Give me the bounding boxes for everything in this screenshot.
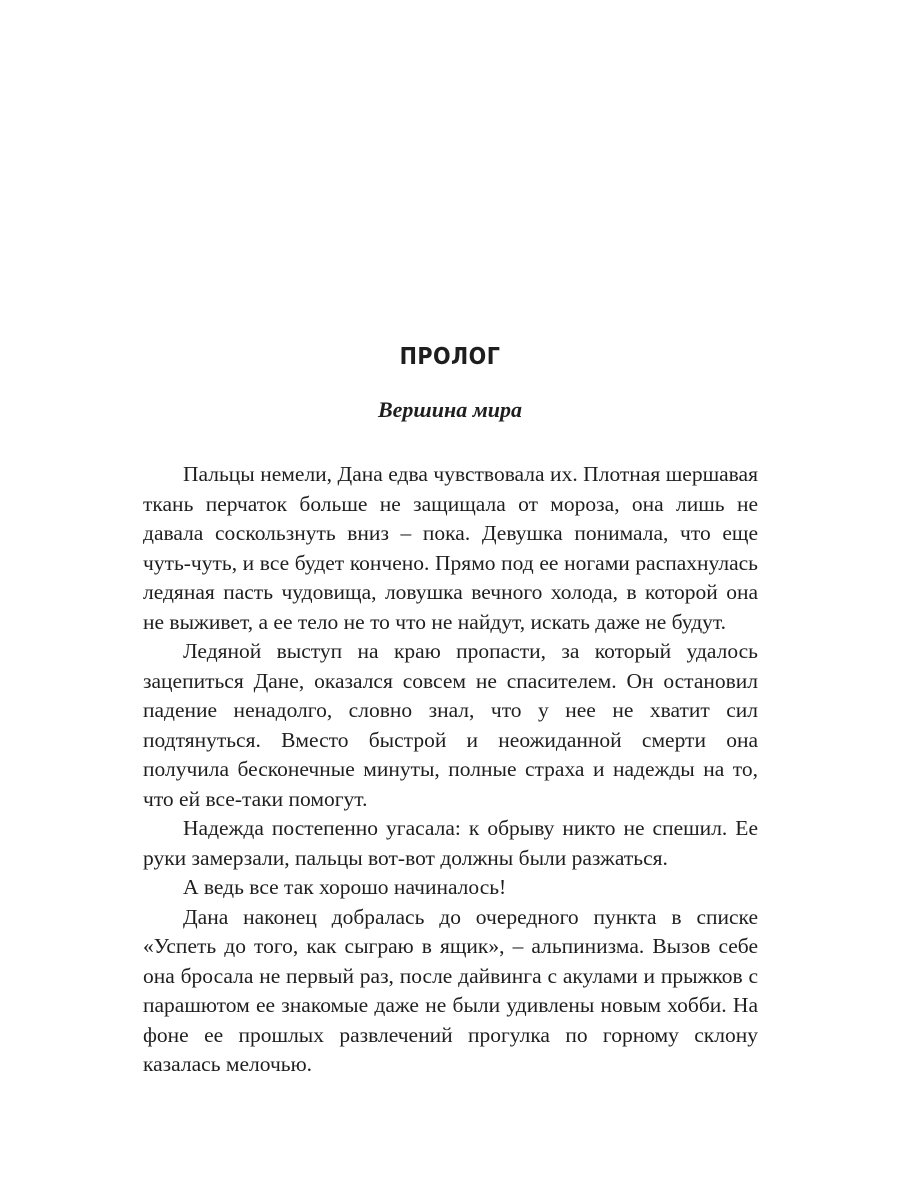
paragraph: Пальцы немели, Дана едва чувствовала их. Плотная шершавая ткань перчаток больше не защищала от мороза, она лишь не давала соскользнуть вниз – пока. Девушка понимала, что еще чуть-чуть, и все будет кончено. Прямо под ее ногами распахнулась ледяная пасть чудовища, ловушка вечного холода, в которой она не выживет, а ее тело не то что не найдут, искать даже не будут. bbox=[143, 462, 758, 634]
paragraph: Ледяной выступ на краю пропасти, за который удалось зацепиться Дане, оказался совсем не спасителем. Он остановил падение ненадолго, словно знал, что у нее не хватит сил подтянуться. Вместо быстрой и неожиданной смерти она получила бесконечные минуты, полные страха и надежды на то, что ей все-таки помогут. bbox=[143, 639, 758, 811]
chapter-body bbox=[143, 460, 758, 1080]
paragraph: Дана наконец добралась до очередного пункта в списке «Успеть до того, как сыграю в ящик», – альпинизма. Вызов себе она бросала не первый раз, после дайвинга с акулами и прыжков с парашютом ее знакомые даже не были удивлены новым хобби. На фоне ее прошлых развлечений прогулка по горному склону казалась мелочью. bbox=[143, 904, 758, 1076]
paragraph: Надежда постепенно угасала: к обрыву никто не спешил. Ее руки замерзали, пальцы вот-вот должны были разжаться. bbox=[143, 816, 758, 870]
chapter-subtitle: Вершина мира bbox=[377, 397, 523, 422]
chapter-title: ПРОЛОГ bbox=[399, 344, 501, 370]
paragraph: А ведь все так хорошо начиналось! bbox=[183, 875, 507, 899]
